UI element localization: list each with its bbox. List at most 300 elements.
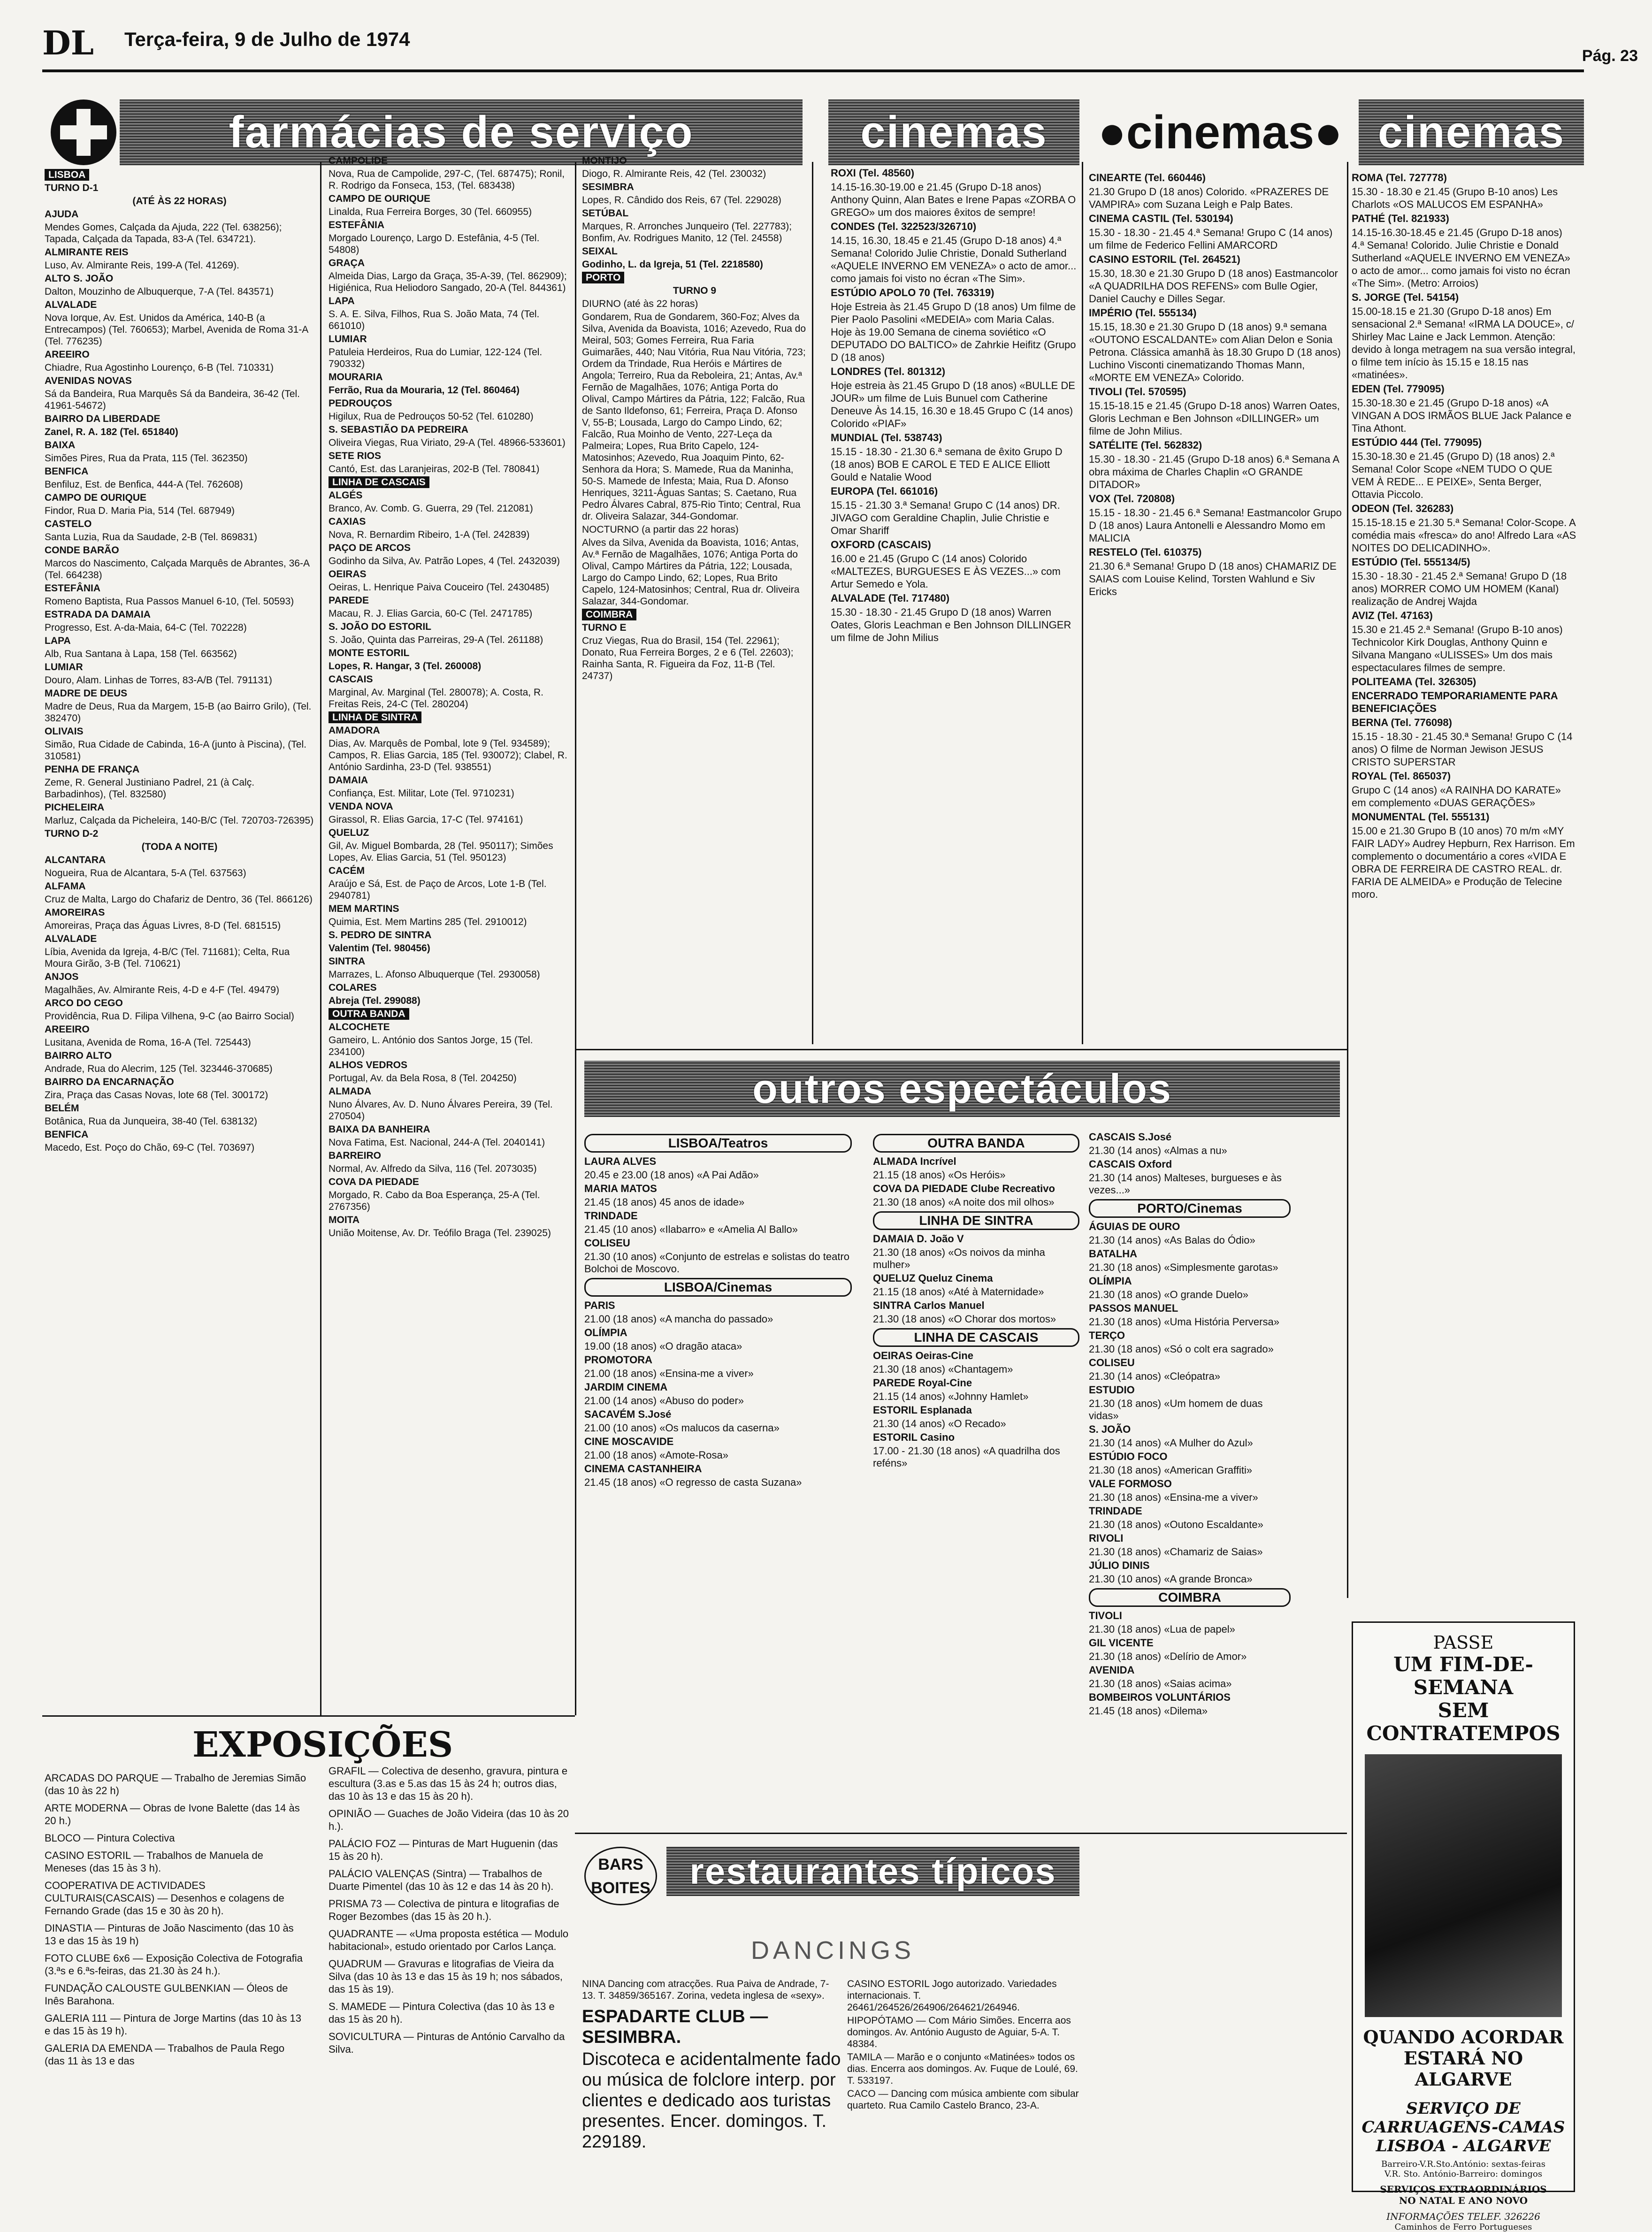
- listing-entry: BENFICA: [45, 1129, 89, 1140]
- listing-entry: Quimia, Est. Mem Martins 285 (Tel. 2910012): [329, 917, 527, 927]
- column-rule: [812, 162, 813, 1044]
- listing-entry: SETÚBAL: [582, 208, 629, 219]
- listing-entry: CASINO ESTORIL (Tel. 264521): [1089, 253, 1240, 265]
- listing-entry: Nova Fatima, Est. Nacional, 244-A (Tel. 2040141): [329, 1137, 545, 1148]
- dancings-heading: DANCINGS: [751, 1936, 915, 1964]
- listing-entry: ODEON (Tel. 326283): [1352, 503, 1454, 514]
- listing-entry: TIVOLI: [1089, 1610, 1122, 1621]
- cinemas-column-2: [1089, 171, 1342, 599]
- listing-entry: PASSOS MANUEL: [1089, 1302, 1178, 1314]
- listing-entry: Abreja (Tel. 299088): [329, 995, 421, 1006]
- listing-entry: BOMBEIROS VOLUNTÁRIOS: [1089, 1691, 1231, 1703]
- banner-outros: outros espectáculos: [584, 1061, 1340, 1117]
- listing-entry: Botânica, Rua da Junqueira, 38-40 (Tel. 638132): [45, 1116, 257, 1127]
- listing-entry: Simão, Rua Cidade de Cabinda, 16-A (junto à Piscina), (Tel. 310581): [45, 739, 306, 762]
- section-rule: [42, 1715, 575, 1717]
- listing-entry: Líbia, Avenida da Igreja, 4-B/C (Tel. 711681); Celta, Rua Moura Girão, 3-B (Tel. 710621): [45, 947, 290, 969]
- listing-entry: 15.30-18.30 e 21.45 (Grupo D) (18 anos) 2.ª Semana! Color Scope «NEM TUDO O QUE VEM À REDE... E PEIXE», Senta Berger, Ottavia Piccolo.: [1352, 451, 1555, 500]
- listing-entry: OLÍMPIA: [1089, 1275, 1132, 1287]
- listing-entry: Oeiras, L. Henrique Paiva Couceiro (Tel. 2430485): [329, 582, 550, 593]
- listing-entry: 21.30 (18 anos) «O grande Duelo»: [1089, 1289, 1249, 1300]
- listing-entry: ESTRADA DA DAMAIA: [45, 609, 151, 620]
- listing-entry: ESTORIL Casino: [873, 1431, 955, 1443]
- listing-entry: AJUDA: [45, 209, 79, 220]
- listing-entry: CASCAIS Oxford: [1089, 1158, 1172, 1170]
- exhibition-entry: BLOCO — Pintura Colectiva: [45, 1832, 175, 1844]
- exhibition-entry: QUADRANTE — «Uma proposta estética — Modulo habitacional», estudo orientado por Carlos Lança.: [329, 1928, 569, 1952]
- listing-entry: 15.30 - 18.30 - 21.45 4.ª Semana! Grupo C (14 anos) um filme de Federico Fellini AMARCORD: [1089, 227, 1333, 251]
- exhibition-entry: GRAFIL — Colectiva de desenho, gravura, pintura e escultura (3.as e 5.as das 15 às 24 h; outros dias, das 10 às 13 e das 15 às 20 h).: [329, 1765, 568, 1802]
- listing-entry: CAMPO DE OURIQUE: [45, 492, 147, 503]
- listing-entry: BAIRRO ALTO: [45, 1050, 112, 1061]
- listing-entry: Nova Iorque, Av. Est. Unidos da América, 140-B (a Entrecampos) (Tel. 760653); Marbel, Avenida de Roma 31-A (Tel. 776235): [45, 313, 308, 347]
- exhibition-entry: FOTO CLUBE 6x6 — Exposição Colectiva de Fotografia (3.ªs e 6.ªs-feiras, das 21.30 às 24 h.).: [45, 1952, 303, 1977]
- listing-entry: AVIZ (Tel. 47163): [1352, 610, 1433, 621]
- listing-entry: IMPÉRIO (Tel. 555134): [1089, 307, 1197, 319]
- listing-entry: S. JORGE (Tel. 54154): [1352, 291, 1459, 303]
- section-label: OUTRA BANDA: [329, 1008, 409, 1020]
- listing-entry: ENCERRADO TEMPORARIAMENTE PARA BENEFICIAÇÕES: [1352, 690, 1558, 714]
- listing-entry: 15.30-18.30 e 21.45 (Grupo D-18 anos) «A VINGAN A DOS IRMÃOS BLUE Jack Palance e Tina Athont.: [1352, 397, 1572, 434]
- listing-entry: Magalhães, Av. Almirante Reis, 4-D e 4-F (Tel. 49479): [45, 985, 279, 995]
- subsection-pill: COIMBRA: [1089, 1588, 1291, 1607]
- listing-entry: ALHOS VEDROS: [329, 1060, 408, 1070]
- listing-entry: CAXIAS: [329, 516, 366, 527]
- listing-entry: Cantó, Est. das Laranjeiras, 202-B (Tel. 780841): [329, 464, 540, 474]
- listing-entry: 21.30 (18 anos) «Um homem de duas vidas»: [1089, 1398, 1263, 1422]
- listing-entry: S. A. E. Silva, Filhos, Rua S. João Mata, 74 (Tel. 661010): [329, 309, 540, 331]
- listing-entry: POLITEAMA (Tel. 326305): [1352, 676, 1476, 688]
- listing-entry: SEIXAL: [582, 246, 618, 257]
- listing-entry: Grupo C (14 anos) «A RAINHA DO KARATE» em complemento «DUAS GERAÇÕES»: [1352, 784, 1561, 809]
- listing-entry: União Moitense, Av. Dr. Teófilo Braga (Tel. 239025): [329, 1228, 551, 1238]
- listing-entry: GRAÇA: [329, 258, 365, 268]
- listing-entry: MOITA: [329, 1215, 360, 1225]
- farmacias-column-1: [45, 169, 314, 1155]
- listing-entry: JARDIM CINEMA: [584, 1381, 668, 1393]
- listing-entry: 21.30 (18 anos) «Os noivos da minha mulher»: [873, 1246, 1045, 1270]
- listing-entry: 21.30 6.ª Semana! Grupo D (18 anos) CHAMARIZ DE SAIAS com Louise Kelind, Torsten Wahlund e Siv Ericks: [1089, 560, 1337, 597]
- listing-entry: Madre de Deus, Rua da Margem, 15-B (ao Bairro Grilo), (Tel. 382470): [45, 701, 312, 724]
- listing-entry: 14.15, 16.30, 18.45 e 21.45 (Grupo D-18 anos) 4.ª Semana! Colorido Julie Christie, Donald Sutherland «AQUELE INVERNO EM VENEZA» o acto de amor... como jamais foi visto no écran «The Sim».: [831, 235, 1077, 284]
- listing-entry: MONTE ESTORIL: [329, 648, 410, 658]
- listing-entry: ESTORIL Esplanada: [873, 1404, 972, 1416]
- listing-entry: 15.15-18.15 e 21.30 5.ª Semana! Color-Scope. A comédia mais «fresca» do ano! Alfredo Lara «AS NOITES DO DELICADINHO».: [1352, 517, 1576, 554]
- bars-column-1: [582, 1978, 842, 2154]
- listing-entry: BARREIRO: [329, 1150, 382, 1161]
- listing-entry: ROYAL (Tel. 865037): [1352, 770, 1451, 782]
- listing-entry: Nova, R. Bernardim Ribeiro, 1-A (Tel. 242839): [329, 529, 530, 540]
- bar-entry: HIPOPÓTAMO — Com Mário Simões. Encerra aos domingos. Av. António Augusto de Aguiar, 5-A. T. 48384.: [847, 2015, 1071, 2049]
- listing-entry: TERÇO: [1089, 1330, 1125, 1341]
- listing-entry: Mendes Gomes, Calçada da Ajuda, 222 (Tel. 638256); Tapada, Calçada da Tapada, 83-A (Tel. 634721).: [45, 222, 282, 245]
- listing-entry: 15.30 e 21.45 2.ª Semana! (Grupo B-10 anos) Technicolor Kirk Douglas, Anthony Quinn e Silvana Mangano «ULISSES» Um dos mais espectaculares filmes de sempre.: [1352, 624, 1563, 673]
- listing-entry: Branco, Av. Comb. G. Guerra, 29 (Tel. 212081): [329, 503, 533, 514]
- listing-entry: DAMAIA: [329, 775, 368, 786]
- listing-entry: 21.00 (10 anos) «Os malucos da caserna»: [584, 1422, 780, 1434]
- listing-entry: Linalda, Rua Ferreira Borges, 30 (Tel. 660955): [329, 206, 532, 217]
- listing-entry: 21.30 (18 anos) «Ensina-me a viver»: [1089, 1491, 1258, 1503]
- listing-entry: S. JOÃO: [1089, 1423, 1131, 1435]
- listing-entry: MONTIJO: [582, 155, 627, 166]
- listing-entry: Normal, Av. Alfredo da Silva, 116 (Tel. 2073035): [329, 1163, 537, 1174]
- listing-entry: ROXI (Tel. 48560): [831, 167, 915, 179]
- listing-entry: Lusitana, Avenida de Roma, 16-A (Tel. 725443): [45, 1037, 251, 1048]
- listing-entry: EDEN (Tel. 779095): [1352, 383, 1445, 395]
- listing-entry: Romeno Baptista, Rua Passos Manuel 6-10, (Tel. 50593): [45, 596, 294, 607]
- listing-entry: AVENIDAS NOVAS: [45, 375, 132, 386]
- listing-entry: Gil, Av. Miguel Bombarda, 28 (Tel. 950117); Simões Lopes, Av. Elias Garcia, 51 (Tel. 950123): [329, 841, 553, 863]
- column-rule: [1082, 162, 1083, 1044]
- listing-entry: Nova, Rua de Campolide, 297-C, (Tel. 687475); Ronil, R. Rodrigo da Fonseca, 153, (Tel. 683438): [329, 168, 565, 191]
- listing-entry: ESTEFÂNIA: [45, 583, 101, 594]
- page-number: Pág. 23: [1582, 47, 1638, 65]
- listing-entry: TURNO D-2: [45, 828, 99, 839]
- listing-entry: ALVALADE: [45, 299, 97, 310]
- banner-cinemas-right: cinemas: [1359, 99, 1584, 165]
- listing-entry: ESTÚDIO APOLO 70 (Tel. 763319): [831, 287, 994, 298]
- listing-entry: S. PEDRO DE SINTRA: [329, 930, 432, 940]
- listing-entry: 21.30 (18 anos) «American Graffiti»: [1089, 1464, 1253, 1476]
- listing-entry: ESTÚDIO 444 (Tel. 779095): [1352, 436, 1482, 448]
- bar-entry-title: ESPADARTE CLUB — SESIMBRA.: [582, 2007, 768, 2047]
- listing-entry: 15.15 - 18.30 - 21.45 6.ª Semana! Eastmancolor Grupo D (18 anos) Laura Antonelli e Alessandro Momo em MALICIA: [1089, 507, 1342, 544]
- listing-entry: 15.30, 18.30 e 21.30 Grupo D (18 anos) Eastmancolor «A QUADRILHA DOS REFENS» com Bulle Ogier, Daniel Cauchy e Dilles Segar.: [1089, 268, 1338, 305]
- listing-entry: TIVOLI (Tel. 570595): [1089, 386, 1186, 397]
- listing-entry: 21.30 (18 anos) «Uma História Perversa»: [1089, 1316, 1279, 1328]
- listing-entry: 14.15-16.30-19.00 e 21.45 (Grupo D-18 anos) Anthony Quinn, Alan Bates e Irene Papas «ZORBA O GREGO» um dos maiores êxitos de sempre!: [831, 181, 1076, 218]
- listing-entry: Findor, Rua D. Maria Pia, 514 (Tel. 687949): [45, 505, 235, 516]
- farmacias-column-3: [582, 155, 807, 683]
- column-rule: [1347, 162, 1348, 1598]
- listing-entry: Santa Luzia, Rua da Saudade, 2-B (Tel. 869831): [45, 532, 257, 543]
- listing-entry: ALVALADE: [45, 933, 97, 944]
- listing-entry: OXFORD (CASCAIS): [831, 539, 931, 550]
- listing-entry: Amoreiras, Praça das Águas Livres, 8-D (Tel. 681515): [45, 920, 281, 931]
- listing-entry: ALVALADE (Tel. 717480): [831, 592, 950, 604]
- listing-entry: COLARES: [329, 982, 377, 993]
- listing-entry: 15.30 - 18.30 - 21.45 (Grupo D-18 anos) 6.ª Semana A obra máxima de Charles Chaplin «O GRANDE DITADOR»: [1089, 453, 1339, 490]
- listing-entry: ALMADA Incrível: [873, 1155, 956, 1167]
- bar-entry: CACO — Dancing com música ambiente com sibular quarteto. Rua Camilo Castelo Branco, 23-A.: [847, 2088, 1079, 2111]
- listing-entry: Dias, Av. Marquês de Pombal, lote 9 (Tel. 934589); Campos, R. Elias Garcia, 185 (Tel. 930072); Clabel, R. António Sardinha, 23-D (Tel. 938551): [329, 738, 567, 772]
- listing-entry: CONDE BARÃO: [45, 545, 119, 556]
- header-rule: [42, 69, 1584, 72]
- banner-cinemas-center: ●cinemas●: [1082, 99, 1359, 165]
- listing-entry: BAIRRO DA ENCARNAÇÃO: [45, 1077, 174, 1087]
- listing-entry: QUELUZ: [329, 827, 369, 838]
- listing-entry: 21.30 (14 anos) «A Mulher do Azul»: [1089, 1437, 1253, 1449]
- listing-entry: COVA DA PIEDADE: [329, 1177, 419, 1187]
- exposicoes-column-1: [45, 1772, 307, 2072]
- section-label: LISBOA: [45, 169, 89, 181]
- listing-entry: ESTEFÂNIA: [329, 220, 385, 230]
- listing-entry: PEDROUÇOS: [329, 398, 392, 409]
- listing-entry: Dalton, Mouzinho de Albuquerque, 7-A (Tel. 843571): [45, 286, 274, 297]
- subsection-pill: OUTRA BANDA: [873, 1134, 1079, 1153]
- listing-entry: AREEIRO: [45, 349, 90, 360]
- listing-entry: Hoje estreia às 21.45 Grupo D (18 anos) «BULLE DE JOUR» um filme de Luis Bunuel com Catherine Deneuve Às 14.15, 16.30 e 18.45 Grupo C (14 anos) Colorido «PIAF»: [831, 380, 1075, 429]
- section-rule: [575, 1049, 1347, 1050]
- listing-entry: Diogo, R. Almirante Reis, 42 (Tel. 230032): [582, 168, 766, 179]
- listing-entry: Hoje Estreia às 21.45 Grupo D (18 anos) Um filme de Pier Paolo Pasolini «MEDEIA» com Maria Calas. Hoje às 19.00 Semana de cinema soviético «O DEPUTADO DO BALTICO» de Zahrkie Heifitz (Grupo D (18 anos): [831, 301, 1076, 363]
- listing-entry: PAÇO DE ARCOS: [329, 543, 411, 553]
- listing-entry: ALCOCHETE: [329, 1022, 390, 1032]
- listing-entry: Zanel, R. A. 182 (Tel. 651840): [45, 427, 178, 437]
- listing-entry: Luso, Av. Almirante Reis, 199-A (Tel. 41269).: [45, 260, 239, 271]
- listing-entry: Portugal, Av. da Bela Rosa, 8 (Tel. 204250): [329, 1073, 517, 1084]
- listing-entry: 15.30 - 18.30 - 21.45 2.ª Semana! Grupo D (18 anos) MORRER COMO UM HOMEM (Kanal) realização de Andrej Wajda: [1352, 570, 1567, 607]
- pharmacy-cross-icon: [51, 99, 116, 165]
- listing-entry: MONUMENTAL (Tel. 555131): [1352, 811, 1490, 823]
- listing-entry: Andrade, Rua do Alecrim, 125 (Tel. 323446-370685): [45, 1063, 273, 1074]
- listing-entry: LUMIAR: [329, 334, 367, 344]
- outros-column-3: [1089, 1131, 1291, 1719]
- listing-entry: Cruz Viegas, Rua do Brasil, 154 (Tel. 22961); Donato, Rua Ferreira Borges, 2 e 6 (Tel. 22603); Rainha Santa, R. Figueira da Foz, 11-B (Tel. 24737): [582, 635, 794, 681]
- listing-entry: 21.30 Grupo D (18 anos) Colorido. «PRAZERES DE VAMPIRA» com Suzana Leigh e Palp Bates.: [1089, 186, 1329, 210]
- listing-entry: 21.30 (10 anos) «A grande Bronca»: [1089, 1573, 1253, 1585]
- listing-entry: DAMAIA D. João V: [873, 1233, 964, 1245]
- listing-entry: 21.30 (18 anos) «Simplesmente garotas»: [1089, 1261, 1278, 1273]
- listing-entry: VOX (Tel. 720808): [1089, 493, 1175, 504]
- section-label: COIMBRA: [582, 609, 636, 620]
- listing-entry: 15.15 - 18.30 - 21.45 30.ª Semana! Grupo C (14 anos) O filme de Norman Jewison JESUS CRISTO SUPERSTAR: [1352, 731, 1573, 768]
- rail-advertisement: PASSE UM FIM-DE-SEMANA SEM CONTRATEMPOS QUANDO ACORDAR ESTARÁ NO ALGARVE SERVIÇO DE CARRUAGENS-CAMAS LISBOA - ALGARVE Barreiro-V.R.Sto.António: sextas-feiras V.R. Sto. António-Barreiro: domingos SERVIÇOS EXTRAORDINÁRIOS NO NATAL E ANO NOVO INFORMAÇÕES TELEF. 326226 Caminhos de Ferro Portugueses: [1352, 1621, 1575, 2192]
- listing-entry: 21.30 (18 anos) «Outono Escaldante»: [1089, 1519, 1263, 1530]
- listing-entry: S. SEBASTIÃO DA PEDREIRA: [329, 424, 468, 435]
- listing-entry: AREEIRO: [45, 1024, 90, 1035]
- listing-entry: Ferrão, Rua da Mouraria, 12 (Tel. 860464): [329, 385, 520, 396]
- listing-entry: 21.00 (18 anos) «Ensina-me a viver»: [584, 1368, 754, 1379]
- listing-entry: ARCO DO CEGO: [45, 998, 123, 1009]
- listing-entry: RESTELO (Tel. 610375): [1089, 546, 1202, 558]
- listing-entry: 21.30 (14 anos) «O Recado»: [873, 1418, 1006, 1429]
- listing-entry: Girassol, R. Elias Garcia, 17-C (Tel. 974161): [329, 814, 523, 825]
- listing-entry: 15.00-18.15 e 21.30 (Grupo D-18 anos) Em sensacional 2.ª Semana! «IRMA LA DOUCE», c/ Shirley Mac Laine e Jack Lemmon. Atenção: devido à longa metragem na sua versão integral, o filme tem início às 15.15 e 18.15 nas «matinées».: [1352, 306, 1576, 381]
- listing-entry: Morgado Lourenço, Largo D. Estefânia, 4-5 (Tel. 54808): [329, 233, 540, 255]
- listing-entry: SETE RIOS: [329, 451, 382, 461]
- exhibition-entry: COOPERATIVA DE ACTIVIDADES CULTURAIS(CASCAIS) — Desenhos e colagens de Fernando Grade (das 15 e 30 às 20 h).: [45, 1880, 284, 1917]
- listing-entry: SATÉLITE (Tel. 562832): [1089, 439, 1202, 451]
- column-rule: [320, 162, 321, 1715]
- listing-entry: OEIRAS Oeiras-Cine: [873, 1350, 973, 1361]
- listing-entry: Patuleia Herdeiros, Rua do Lumiar, 122-124 (Tel. 790332): [329, 347, 543, 369]
- listing-entry: PATHÉ (Tel. 821933): [1352, 213, 1449, 224]
- listing-entry: MARIA MATOS: [584, 1183, 657, 1194]
- listing-entry: MADRE DE DEUS: [45, 688, 128, 699]
- listing-entry: 17.00 - 21.30 (18 anos) «A quadrilha dos reféns»: [873, 1445, 1060, 1469]
- listing-entry: S. João, Quinta das Parreiras, 29-A (Tel. 261188): [329, 634, 543, 645]
- listing-entry: 21.30 (18 anos) «A noite dos mil olhos»: [873, 1196, 1055, 1208]
- listing-entry: 21.45 (18 anos) 45 anos de idade»: [584, 1196, 745, 1208]
- listing-entry: Sá da Bandeira, Rua Marquês Sá da Bandeira, 36-42 (Tel. 41961-54672): [45, 389, 300, 411]
- listing-entry: ÁGUIAS DE OURO: [1089, 1221, 1180, 1232]
- newspaper-logo: DL: [42, 23, 94, 62]
- listing-entry: 21.30 (14 anos) «As Balas do Ódio»: [1089, 1234, 1255, 1246]
- bar-entry: CASINO ESTORIL Jogo autorizado. Variedades internacionais. T. 26461/264526/264906/264621/264946.: [847, 1979, 1057, 2013]
- listing-entry: Marques, R. Arronches Junqueiro (Tel. 227783); Bonfim, Av. Rodrigues Manito, 12 (Tel. 24558): [582, 221, 792, 244]
- listing-entry: Oliveira Viegas, Rua Viriato, 29-A (Tel. 48966-533601): [329, 437, 566, 448]
- exhibition-entry: PRISMA 73 — Colectiva de pintura e litografias de Roger Bezombes (das 15 às 20 h.).: [329, 1898, 559, 1922]
- subheading: (ATÉ ÀS 22 HORAS): [132, 196, 227, 206]
- exhibition-entry: PALÁCIO VALENÇAS (Sintra) — Trabalhos de Duarte Pimentel (das 10 às 12 e das 14 às 20 h).: [329, 1868, 554, 1892]
- banner-restaurantes: restaurantes típicos: [666, 1847, 1079, 1896]
- listing-entry: LAPA: [329, 296, 355, 306]
- listing-entry: 21.15 (14 anos) «Johnny Hamlet»: [873, 1391, 1029, 1402]
- listing-entry: Higilux, Rua de Pedrouços 50-52 (Tel. 610280): [329, 411, 534, 422]
- listing-entry: Zira, Praça das Casas Novas, lote 68 (Tel. 300172): [45, 1090, 268, 1101]
- listing-entry: LAPA: [45, 635, 71, 646]
- listing-entry: Confiança, Est. Militar, Lote (Tel. 9710231): [329, 788, 514, 799]
- listing-entry: TRINDADE: [1089, 1505, 1142, 1517]
- listing-entry: 21.30 (14 anos) «Almas a nu»: [1089, 1145, 1227, 1156]
- exhibition-entry: SOVICULTURA — Pinturas de António Carvalho da Silva.: [329, 2031, 565, 2055]
- listing-entry: Marginal, Av. Marginal (Tel. 280078); A. Costa, R. Freitas Reis, 24-C (Tel. 280204): [329, 687, 543, 710]
- listing-entry: ALFAMA: [45, 881, 86, 892]
- listing-entry: LONDRES (Tel. 801312): [831, 366, 946, 377]
- listing-entry: OLÍMPIA: [584, 1327, 627, 1338]
- exhibition-entry: QUADRUM — Gravuras e litografias de Vieira da Silva (das 10 às 13 e das 15 às 19 h; nos sábados, das 15 às 19).: [329, 1958, 563, 1995]
- listing-entry: CACÉM: [329, 865, 365, 876]
- listing-entry: DIURNO (até às 22 horas): [582, 298, 698, 309]
- listing-entry: SACAVÉM S.José: [584, 1408, 672, 1420]
- listing-entry: 21.45 (10 anos) «Ilabarro» e «Amelia Al Ballo»: [584, 1223, 798, 1235]
- listing-entry: Zeme, R. General Justiniano Padrel, 21 (à Calç. Barbadinhos), (Tel. 832580): [45, 777, 255, 800]
- listing-entry: Morgado, R. Cabo da Boa Esperança, 25-A (Tel. 2767356): [329, 1190, 540, 1212]
- listing-entry: PAREDE Royal-Cine: [873, 1377, 972, 1389]
- listing-entry: LUMIAR: [45, 662, 83, 673]
- listing-entry: ALMADA: [329, 1086, 371, 1097]
- listing-entry: Marcos do Nascimento, Calçada Marquês de Abrantes, 36-A (Tel. 664238): [45, 558, 309, 581]
- exhibition-entry: PALÁCIO FOZ — Pinturas de Mart Huguenin (das 15 às 20 h).: [329, 1838, 558, 1862]
- listing-entry: CAMPOLIDE: [329, 155, 388, 166]
- listing-entry: TRINDADE: [584, 1210, 638, 1222]
- listing-entry: Nuno Álvares, Av. D. Nuno Álvares Pereira, 39 (Tel. 270504): [329, 1099, 553, 1122]
- listing-entry: CINE MOSCAVIDE: [584, 1436, 674, 1447]
- listing-entry: COVA DA PIEDADE Clube Recreativo: [873, 1183, 1055, 1194]
- listing-entry: 15.15-18.15 e 21.45 (Grupo D-18 anos) Warren Oates, Gloris Lechman e Ben Johnson «DILLINGER» um filme de John Milius.: [1089, 400, 1340, 437]
- listing-entry: COLISEU: [1089, 1357, 1135, 1368]
- listing-entry: Valentim (Tel. 980456): [329, 943, 430, 954]
- listing-entry: 21.00 (18 anos) «A mancha do passado»: [584, 1313, 773, 1325]
- listing-entry: OLIVAIS: [45, 726, 84, 737]
- listing-entry: CINEMA CASTIL (Tel. 530194): [1089, 213, 1233, 224]
- listing-entry: OEIRAS: [329, 569, 367, 580]
- banner-cinemas-left: cinemas: [828, 99, 1079, 165]
- listing-entry: EUROPA (Tel. 661016): [831, 485, 938, 497]
- cinemas-column-3: [1352, 171, 1577, 902]
- listing-entry: 15.15 - 21.30 3.ª Semana! Grupo C (14 anos) DR. JIVAGO com Geraldine Chaplin, Julie Christie e Omar Shariff: [831, 499, 1060, 536]
- outros-column-1: [584, 1131, 852, 1490]
- listing-entry: NOCTURNO (a partir das 22 horas): [582, 524, 739, 535]
- listing-entry: TURNO D-1: [45, 183, 99, 193]
- listing-entry: Benfiluz, Est. de Benfica, 444-A (Tel. 762608): [45, 479, 243, 490]
- listing-entry: SESIMBRA: [582, 182, 634, 192]
- page-header: [42, 19, 1638, 65]
- listing-entry: Douro, Alam. Linhas de Torres, 83-A/B (Tel. 791131): [45, 675, 272, 686]
- listing-entry: Chiadre, Rua Agostinho Lourenço, 6-B (Tel. 710331): [45, 362, 274, 373]
- subsection-pill: LINHA DE CASCAIS: [873, 1328, 1079, 1347]
- listing-entry: TURNO E: [582, 622, 627, 633]
- subheading: TURNO 9: [673, 285, 717, 296]
- listing-entry: CAMPO DE OURIQUE: [329, 193, 431, 204]
- listing-entry: MEM MARTINS: [329, 903, 399, 914]
- listing-entry: S. JOÃO DO ESTORIL: [329, 621, 431, 632]
- exhibition-entry: S. MAMEDE — Pintura Colectiva (das 10 às 13 e das 15 às 20 h).: [329, 2001, 555, 2025]
- listing-entry: 15.30 - 18.30 e 21.45 (Grupo B-10 anos) Les Charlots «OS MALUCOS EM ESPANHA»: [1352, 186, 1558, 210]
- exhibition-entry: CASINO ESTORIL — Trabalhos de Manuela de Meneses (das 15 às 3 h).: [45, 1850, 263, 1874]
- listing-entry: SINTRA: [329, 956, 366, 967]
- listing-entry: PICHELEIRA: [45, 802, 105, 813]
- listing-entry: AMADORA: [329, 725, 380, 736]
- listing-entry: 21.30 (18 anos) «O Chorar dos mortos»: [873, 1313, 1056, 1325]
- exhibition-entry: OPINIÃO — Guaches de João Videira (das 10 às 20 h.).: [329, 1808, 569, 1832]
- column-rule: [575, 162, 576, 1715]
- bar-entry: NINA Dancing com atracções. Rua Paiva de Andrade, 7-13. T. 34859/365167. Zorina, vedeta inglesa de «sexy».: [582, 1979, 829, 2001]
- subsection-pill: PORTO/Cinemas: [1089, 1199, 1291, 1218]
- listing-entry: VENDA NOVA: [329, 801, 393, 812]
- listing-entry: Lopes, R. Hangar, 3 (Tel. 260008): [329, 661, 482, 672]
- listing-entry: PENHA DE FRANÇA: [45, 764, 140, 775]
- listing-entry: Alb, Rua Santana à Lapa, 158 (Tel. 663562): [45, 649, 237, 659]
- listing-entry: BAIXA: [45, 440, 76, 451]
- section-label: LINHA DE SINTRA: [329, 711, 421, 723]
- listing-entry: PAREDE: [329, 595, 369, 606]
- listing-entry: 16.00 e 21.45 (Grupo C (14 anos) Colorido «MALTEZES, BURGUESES E ÀS VEZES...» com Artur Semedo e Yola.: [831, 553, 1061, 590]
- exhibition-entry: ARCADAS DO PARQUE — Trabalho de Jeremias Simão (das 10 às 22 h): [45, 1772, 306, 1796]
- listing-entry: MUNDIAL (Tel. 538743): [831, 432, 942, 443]
- listing-entry: ALTO S. JOÃO: [45, 273, 114, 284]
- listing-entry: 21.45 (18 anos) «O regresso de casta Suzana»: [584, 1476, 802, 1488]
- listing-entry: 21.15 (18 anos) «Os Heróis»: [873, 1169, 1006, 1181]
- subsection-pill: LINHA DE SINTRA: [873, 1211, 1079, 1230]
- listing-entry: JÚLIO DINIS: [1089, 1559, 1150, 1571]
- listing-entry: Cruz de Malta, Largo do Chafariz de Dentro, 36 (Tel. 866126): [45, 894, 313, 905]
- listing-entry: CASTELO: [45, 519, 92, 529]
- listing-entry: 21.45 (18 anos) «Dilema»: [1089, 1705, 1208, 1717]
- listing-entry: 21.30 (18 anos) «Só o colt era sagrado»: [1089, 1343, 1274, 1355]
- listing-entry: Godinho, L. da Igreja, 51 (Tel. 2218580): [582, 259, 763, 270]
- listing-entry: 21.00 (18 anos) «Amote-Rosa»: [584, 1449, 728, 1461]
- listing-entry: CINEMA CASTANHEIRA: [584, 1463, 702, 1475]
- listing-entry: RIVOLI: [1089, 1532, 1124, 1544]
- exhibition-entry: GALERIA DA EMENDA — Trabalhos de Paula Rego (das 11 às 13 e das: [45, 2042, 285, 2067]
- listing-entry: 15.15 - 18.30 - 21.30 6.ª semana de êxito Grupo D (18 anos) BOB E CAROL E TED E ALICE Elliott Gould e Natalie Wood: [831, 446, 1063, 483]
- listing-entry: MOURARIA: [329, 372, 383, 382]
- listing-entry: AVENIDA: [1089, 1664, 1135, 1676]
- exhibition-entry: DINASTIA — Pinturas de João Nascimento (das 10 às 13 e das 15 às 19 h): [45, 1922, 294, 1947]
- listing-entry: Araújo e Sá, Est. de Paço de Arcos, Lote 1-B (Tel. 2940781): [329, 879, 547, 901]
- farmacias-column-2: [329, 155, 570, 1240]
- section-label: PORTO: [582, 272, 624, 283]
- banner-farmacias: farmácias de serviço: [120, 99, 803, 165]
- listing-entry: Marrazes, L. Afonso Albuquerque (Tel. 2930058): [329, 969, 540, 980]
- listing-entry: 15.00 e 21.30 Grupo B (10 anos) 70 m/m «MY FAIR LADY» Audrey Hepburn, Rex Harrison. Em complemento o documentário a cores «VIDA E OBRA DE FERREIRA DE CASTRO REAL. dr. FARIA DE ALMEIDA» e Produção de Telecine moro.: [1352, 825, 1575, 900]
- outros-column-2: [873, 1131, 1079, 1471]
- ad-photo: [1365, 1754, 1562, 2017]
- listing-entry: 14.15-16.30-18.45 e 21.45 (Grupo D-18 anos) 4.ª Semana! Colorido. Julie Christie e Donald Sutherland «AQUELE INVERNO EM VENEZA» o acto de amor... como jamais foi visto no écran «The Sim». (Metro: Arroios): [1352, 227, 1570, 289]
- exposicoes-heading: EXPOSIÇÕES: [192, 1725, 453, 1765]
- listing-entry: BATALHA: [1089, 1248, 1138, 1260]
- exhibition-entry: GALERIA 111 — Pintura de Jorge Martins (das 10 às 13 e das 15 às 19 h).: [45, 2012, 302, 2037]
- listing-entry: 19.00 (18 anos) «O dragão ataca»: [584, 1340, 742, 1352]
- listing-entry: 21.30 (18 anos) «Saias acima»: [1089, 1678, 1232, 1689]
- listing-entry: 15.30 - 18.30 - 21.45 Grupo D (18 anos) Warren Oates, Gloris Leachman e Ben Johnson DILLINGER um filme de John Milius: [831, 606, 1071, 643]
- listing-entry: 21.15 (18 anos) «Até à Maternidade»: [873, 1286, 1044, 1298]
- listing-entry: Almeida Dias, Largo da Graça, 35-A-39, (Tel. 862909); Higiénica, Rua Heliodoro Sangado, 20-A (Tel. 844361): [329, 271, 567, 293]
- listing-entry: CASCAIS S.José: [1089, 1131, 1172, 1143]
- listing-entry: Progresso, Est. A-da-Maia, 64-C (Tel. 702228): [45, 622, 247, 633]
